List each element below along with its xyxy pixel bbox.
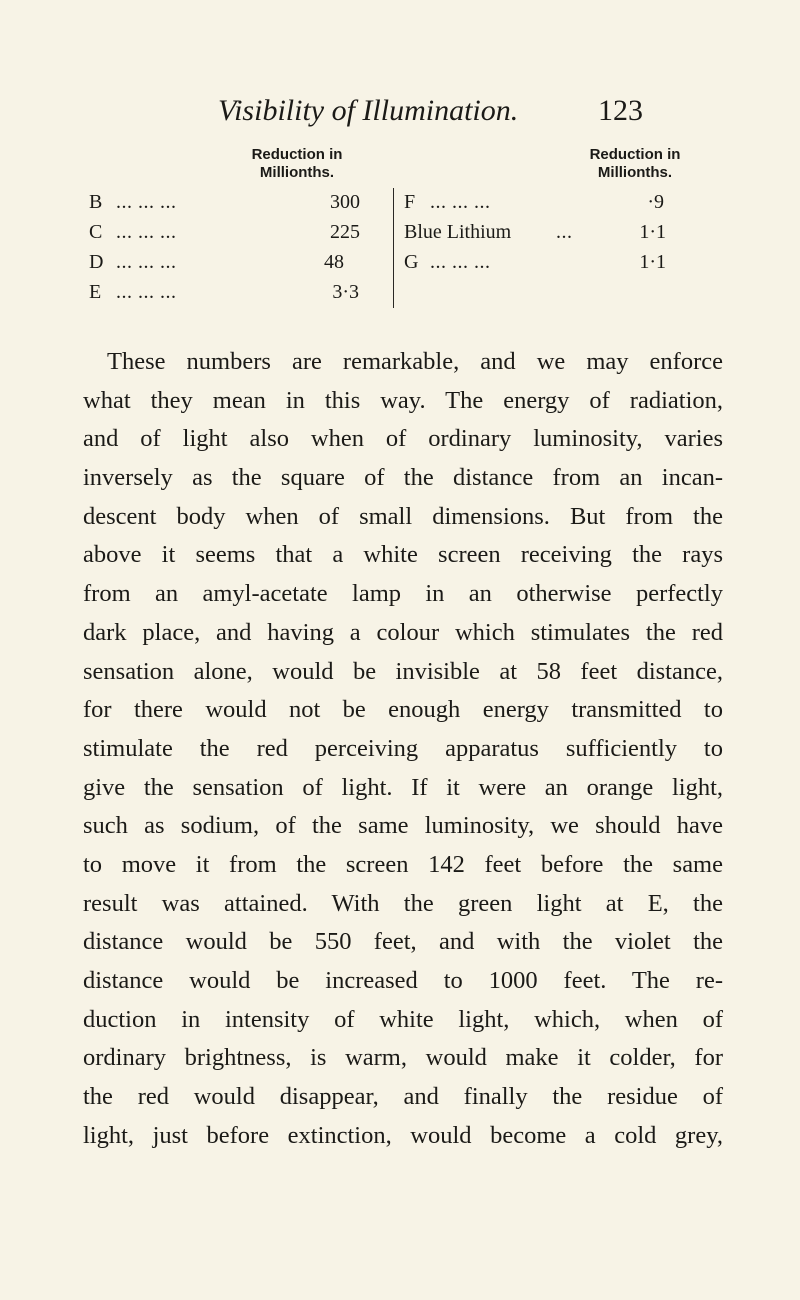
text-line: and of light also when of ordinary luminosity, varies: [83, 425, 723, 453]
text-line: ordinary brightness, is warm, would make it colder, for: [83, 1044, 723, 1072]
row-label: Blue Lithium: [404, 221, 512, 243]
text-line: duction in intensity of white light, which, when of: [83, 1005, 723, 1033]
row-value: 1·1: [639, 221, 666, 243]
text-line: dark place, and having a colour which stimulates the red: [83, 618, 723, 646]
row-value: 1·1: [639, 251, 666, 273]
row-label: C: [89, 221, 103, 243]
row-value: 48: [324, 251, 344, 273]
text-line: give the sensation of light. If it were an orange light,: [83, 773, 723, 801]
text-line: distance would be 550 feet, and with the violet the: [83, 928, 723, 956]
left-column-header: [232, 146, 362, 182]
text-line: such as sodium, of the same luminosity, we should have: [83, 812, 723, 840]
row-label: G: [404, 251, 419, 273]
leader-dots: ... ... ...: [430, 251, 491, 273]
body-paragraph: [83, 343, 723, 1155]
running-title: Visibility of Illumination.: [218, 94, 519, 127]
leader-dots: ...: [556, 221, 573, 243]
row-value: 3·3: [332, 281, 359, 303]
left-header-line-1: Reduction in: [251, 146, 343, 163]
text-line: These numbers are remarkable, and we may enforce: [107, 348, 723, 375]
left-header-line-2: Millionths.: [259, 164, 335, 181]
row-label: D: [89, 251, 104, 273]
text-line: above it seems that a white screen receiving the rays: [83, 541, 723, 569]
text-line: to move it from the screen 142 feet before the same: [83, 850, 723, 878]
text-line: sensation alone, would be invisible at 58 feet distance,: [83, 657, 723, 685]
text-line: distance would be increased to 1000 feet. The re-: [83, 967, 723, 994]
row-value: 225: [330, 221, 360, 243]
text-line: from an amyl-acetate lamp in an otherwise perfectly: [83, 580, 723, 608]
text-line: descent body when of small dimensions. But from the: [83, 502, 723, 530]
reduction-table: [0, 0, 800, 303]
text-line: light, just before extinction, would become a cold grey,: [83, 1121, 723, 1149]
table-row-right: [0, 217, 800, 247]
text-line: what they mean in this way. The energy of radiation,: [83, 386, 723, 414]
leader-dots: ... ... ...: [116, 251, 177, 273]
row-label: F: [404, 191, 416, 213]
row-value: 300: [330, 191, 360, 213]
table-row-right: [0, 247, 800, 277]
page-number: 123: [598, 94, 643, 127]
text-line: the red would disappear, and finally the residue of: [83, 1083, 723, 1111]
text-line: inversely as the square of the distance from an incan-: [83, 464, 723, 492]
leader-dots: ... ... ...: [430, 191, 491, 213]
text-line: result was attained. With the green light at E, the: [83, 889, 723, 917]
leader-dots: ... ... ...: [116, 281, 177, 303]
leader-dots: ... ... ...: [116, 221, 177, 243]
right-header-line-2: Millionths.: [597, 164, 673, 181]
row-label: B: [89, 191, 103, 213]
row-label: E: [89, 281, 102, 303]
table-row-right: [0, 187, 800, 217]
right-column-header: [560, 146, 710, 182]
row-value: ·9: [647, 191, 664, 213]
right-header-line-1: Reduction in: [589, 146, 681, 163]
leader-dots: ... ... ...: [116, 191, 177, 213]
text-line: for there would not be enough energy transmitted to: [83, 696, 723, 724]
text-line: stimulate the red perceiving apparatus sufficiently to: [83, 734, 723, 762]
table-row-left: [0, 277, 800, 307]
